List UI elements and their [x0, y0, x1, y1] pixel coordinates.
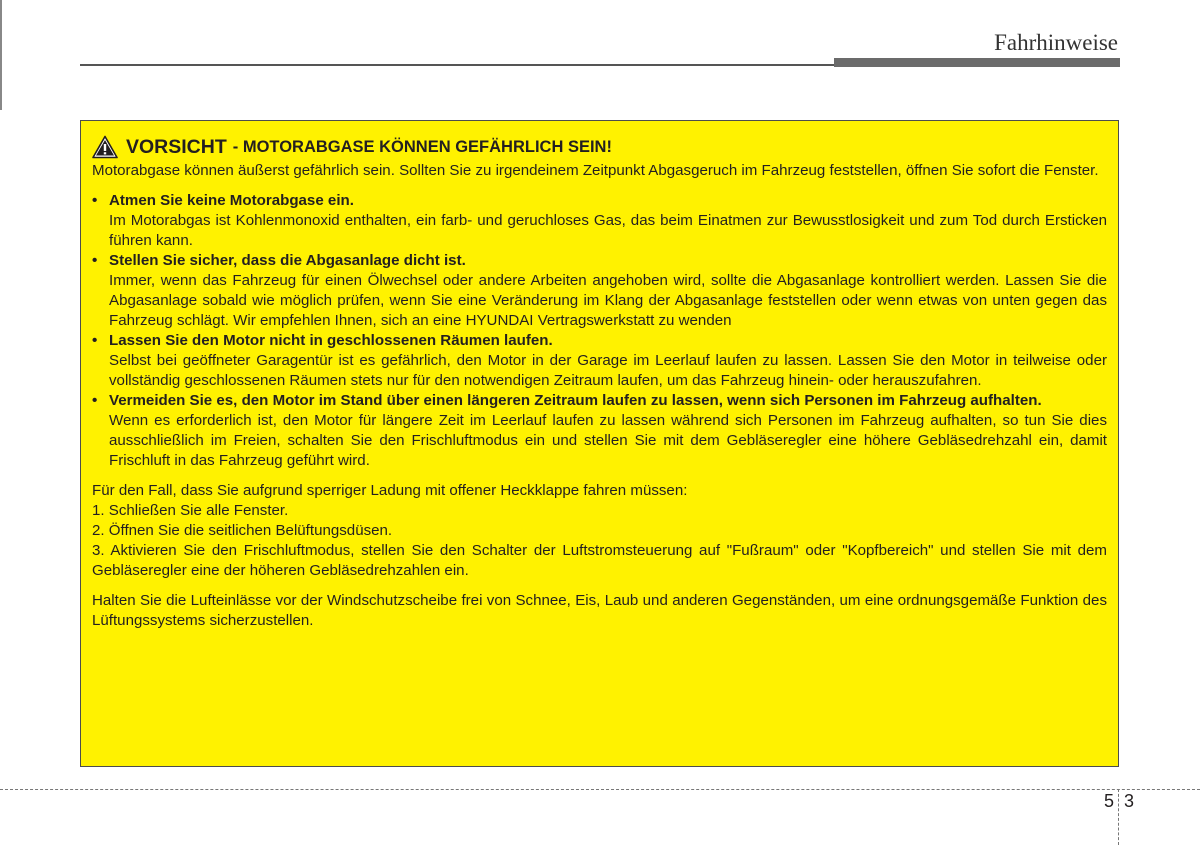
footer-dashed-rule	[0, 789, 1200, 790]
footer-dashed-divider	[1118, 789, 1119, 845]
page-left-edge	[0, 0, 2, 110]
bullet-item	[92, 331, 1107, 391]
warning-triangle-icon	[92, 135, 118, 159]
bullet-item	[92, 391, 1107, 471]
warning-title	[92, 135, 1107, 159]
cargo-instructions-intro: Für den Fall, dass Sie aufgrund sperriger Ladung mit offener Heckklappe fahren müssen:	[92, 482, 688, 499]
step-item: 2. Öffnen Sie die seitlichen Belüftungsdüsen.	[92, 522, 393, 539]
step-item: 3. Aktivieren Sie den Frischluftmodus, stellen Sie den Schalter der Luftstromsteuerung auf "Fußraum" oder "Kopfbereich" und stellen Sie mit dem Gebläseregler eine der höheren Gebläsedrehzahlen ein.	[92, 542, 1107, 579]
step-item: 1. Schließen Sie alle Fenster.	[92, 502, 289, 519]
page-number: 3	[1124, 791, 1135, 811]
bullet-heading: Lassen Sie den Motor nicht in geschlossenen Räumen laufen.	[109, 332, 553, 349]
bullet-dot: •	[92, 192, 98, 209]
closing-note: Halten Sie die Lufteinlässe vor der Windschutzscheibe frei von Schnee, Eis, Laub und anderen Gegenständen, um eine ordnungsgemäße Funktion des Lüftungssystems sicherzustellen.	[92, 592, 1107, 629]
bullet-heading: Atmen Sie keine Motorabgase ein.	[109, 192, 354, 209]
bullet-heading: Vermeiden Sie es, den Motor im Stand über einen längeren Zeitraum laufen zu lassen, wenn sich Personen im Fahrzeug aufhalten.	[109, 392, 1042, 409]
bullet-body: Immer, wenn das Fahrzeug für einen Ölwechsel oder andere Arbeiten angehoben wird, sollte die Abgasanlage kontrolliert werden. Lassen Sie die Abgasanlage sobald wie möglich prüfen, wenn Sie eine Veränderung im Klang der Abgasanlage feststellen oder wenn etwas von unten gegen das Fahrzeug schlägt. Wir empfehlen Ihnen, sich an eine HYUNDAI Vertragswerkstatt zu wenden	[109, 272, 1107, 329]
warning-title-main: VORSICHT	[126, 136, 227, 158]
header-rule-thin	[80, 64, 840, 66]
bullet-dot: •	[92, 332, 98, 349]
bullet-heading: Stellen Sie sicher, dass die Abgasanlage dicht ist.	[109, 252, 466, 269]
bullet-body: Im Motorabgas ist Kohlenmonoxid enthalten, ein farb- und geruchloses Gas, das beim Einatmen zur Bewusstlosigkeit und zum Tod durch Ersticken führen kann.	[109, 212, 1107, 249]
bullet-body: Wenn es erforderlich ist, den Motor für längere Zeit im Leerlauf laufen zu lassen während sich Personen im Fahrzeug aufhalten, so tun Sie dies ausschließlich im Freien, schalten Sie den Frischluftmodus ein und stellen Sie mit dem Gebläseregler eine höhere Gebläsedrehzahl ein, damit Frischluft in das Fahrzeug geführt wird.	[109, 412, 1107, 469]
header-rule-thick	[834, 58, 1120, 67]
bullet-dot: •	[92, 252, 98, 269]
warning-box	[80, 120, 1119, 767]
bullet-item	[92, 191, 1107, 251]
bullet-item	[92, 251, 1107, 331]
bullet-dot: •	[92, 392, 98, 409]
numbered-steps	[92, 501, 1107, 581]
chapter-number: 5	[1104, 791, 1115, 811]
warning-intro: Motorabgase können äußerst gefährlich sein. Sollten Sie zu irgendeinem Zeitpunkt Abgasgeruch im Fahrzeug feststellen, öffnen Sie sofort die Fenster.	[92, 162, 1099, 179]
section-title: Fahrhinweise	[994, 30, 1118, 55]
bullet-body: Selbst bei geöffneter Garagentür ist es gefährlich, den Motor in der Garage im Leerlauf laufen zu lassen. Lassen Sie den Motor in teilweise oder vollständig geschlossenen Räumen stets nur für den notwendigen Zeitraum laufen, um das Fahrzeug hinein- oder herauszufahren.	[109, 352, 1107, 389]
warning-title-sub: - MOTORABGASE KÖNNEN GEFÄHRLICH SEIN!	[232, 138, 612, 156]
